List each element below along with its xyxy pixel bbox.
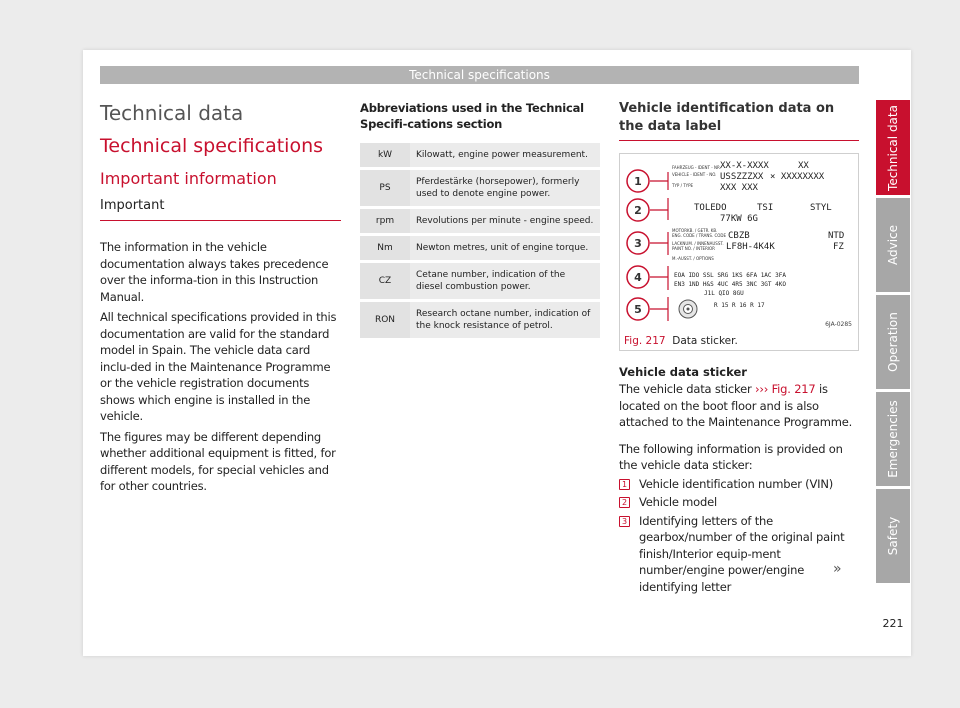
table-row <box>360 302 600 338</box>
abbr-key: CZ <box>360 263 410 299</box>
tab-operation[interactable] <box>876 295 910 389</box>
sticker-line: TOLEDO <box>694 203 727 213</box>
sticker-line: LF8H-4K4K <box>726 242 775 252</box>
tab-label: Operation <box>886 312 900 372</box>
left-column <box>100 100 341 495</box>
sticker-field-label: MOTORKB. / GETR. KB. <box>672 228 718 233</box>
table-row <box>360 263 600 299</box>
paragraph: The figures may be different depending whether additional equipment is fitted, for different models, for special vehicles and for other countries. <box>100 429 336 493</box>
chapter-title: Technical data <box>100 101 244 125</box>
callout-label: 1 <box>634 175 642 188</box>
sticker-line: XX <box>798 161 809 171</box>
list-item <box>619 513 859 596</box>
sticker-line: FZ <box>833 242 844 252</box>
callout-label: 4 <box>634 271 642 284</box>
table-row <box>360 209 600 233</box>
item-text: Vehicle model <box>639 495 717 509</box>
sticker-field-label: TYP / TYPE <box>672 183 694 188</box>
list-item <box>619 476 859 493</box>
paragraph: All technical specifications provided in this documentation are valid for the standard model in Spain. The vehicle data card inclu-ded in the Maintenance Programme or the vehicle registration documents shows which engine is installed in the vehicle. <box>100 310 337 423</box>
topic-title: Important <box>100 196 341 221</box>
figure-code: 6JA-0285 <box>825 321 852 328</box>
sticker-field-label: ENG. CODE / TRANS. CODE <box>672 233 727 238</box>
item-text: Vehicle identification number (VIN) <box>639 476 834 491</box>
table-row <box>360 236 600 260</box>
sticker-wheel-line: R 15 R 16 R 17 <box>714 302 765 309</box>
sticker-field-label: PAINT NO. / INTERIOR <box>672 246 715 251</box>
sticker-line: × XXXXXXXX <box>770 172 825 182</box>
paragraph-text: is located on the boot floor and is also attached to the Maintenance Programme. <box>619 382 853 429</box>
item-number-badge: 3 <box>619 516 630 527</box>
paragraph: The following information is provided on the vehicle data sticker: <box>619 441 843 472</box>
abbr-key: RON <box>360 302 410 338</box>
tab-advice[interactable] <box>876 198 910 292</box>
paragraph <box>619 381 859 431</box>
sticker-line: XXX XXX <box>720 183 758 193</box>
section-title: Technical specifications <box>100 135 324 157</box>
figure-number: Fig. 217 <box>624 335 666 347</box>
item-number-badge: 2 <box>619 497 630 508</box>
subsection-title: Important information <box>100 169 277 188</box>
abbr-key: Nm <box>360 236 410 260</box>
sticker-line: 77KW 6G <box>720 214 758 224</box>
abbr-key: PS <box>360 170 410 206</box>
figure-caption-text: Data sticker. <box>672 335 738 347</box>
figure-data-sticker <box>619 153 859 351</box>
sticker-line: TSI <box>757 203 774 213</box>
figure-caption <box>624 335 738 347</box>
running-header: Technical specifications <box>100 66 859 84</box>
sticker-line: STYL <box>810 203 832 213</box>
sticker-line: USSZZZXX <box>720 172 764 182</box>
sticker-options-line: EOA IDO SSL SRG 1KS 6FA 1AC 3FA <box>674 272 786 279</box>
middle-column <box>360 100 600 341</box>
sticker-options-line: J1L QIO 8GU <box>704 290 744 297</box>
abbreviations-table <box>360 140 600 341</box>
side-tabs <box>876 100 910 586</box>
list-item <box>619 494 859 511</box>
abbreviations-title: Abbreviations used in the Technical Specifi-cations section <box>360 101 584 131</box>
continue-icon: » <box>833 561 842 577</box>
table-row <box>360 170 600 206</box>
abbr-desc: Research octane number, indication of the knock resistance of petrol. <box>410 302 600 338</box>
tab-label: Advice <box>886 224 900 266</box>
tab-technical-data[interactable] <box>876 100 910 195</box>
tab-label: Emergencies <box>886 400 900 478</box>
sticker-field-label: FAHRZEUG - IDENT - NR. <box>672 165 721 170</box>
abbr-desc: Pferdestärke (horsepower), formerly used to denote engine power. <box>410 170 600 206</box>
right-column <box>619 100 859 595</box>
abbr-desc: Revolutions per minute - engine speed. <box>410 209 600 233</box>
sticker-options-line: EN3 1ND H&S 4UC 4R5 3NC 3GT 4KO <box>674 281 786 288</box>
table-row <box>360 143 600 167</box>
item-number-badge: 1 <box>619 479 630 490</box>
abbr-key: rpm <box>360 209 410 233</box>
tab-label: Safety <box>886 516 901 556</box>
page-number: 221 <box>882 617 904 630</box>
sticker-field-label: M.-AUSST. / OPTIONS <box>672 256 714 261</box>
figure-reference-link[interactable]: ››› Fig. 217 <box>754 382 816 396</box>
data-sticker-illustration <box>620 154 858 330</box>
abbr-key: kW <box>360 143 410 167</box>
abbr-desc: Cetane number, indication of the diesel combustion power. <box>410 263 600 299</box>
callout-label: 3 <box>634 237 642 250</box>
paragraph-text: The vehicle data sticker <box>619 382 755 396</box>
item-text: Identifying letters of the gearbox/number of the original paint finish/Interior equip-ment number/engine power/engine identifying letter <box>639 513 845 594</box>
vehicle-id-title: Vehicle identification data on the data label <box>619 100 859 141</box>
sticker-field-label: VEHICLE - IDENT - NO. <box>672 172 717 177</box>
abbr-desc: Kilowatt, engine power measurement. <box>410 143 600 167</box>
tab-safety[interactable] <box>876 489 910 583</box>
sticker-line: XX-X-XXXX <box>720 161 769 171</box>
sticker-line: NTD <box>828 231 845 241</box>
abbr-desc: Newton metres, unit of engine torque. <box>410 236 600 260</box>
callout-label: 5 <box>634 303 642 316</box>
data-sticker-subhead: Vehicle data sticker <box>619 365 747 379</box>
gear-icon <box>679 300 697 318</box>
callout-label: 2 <box>634 204 642 217</box>
sticker-field-label: LACKNUM. / INNENAUSST. <box>672 241 724 246</box>
tab-label: Technical data <box>886 104 901 191</box>
paragraph: The information in the vehicle documentation always takes precedence over the informa-tion in this Instruction Manual. <box>100 240 329 304</box>
tab-emergencies[interactable] <box>876 392 910 486</box>
sticker-line: CBZB <box>728 231 750 241</box>
